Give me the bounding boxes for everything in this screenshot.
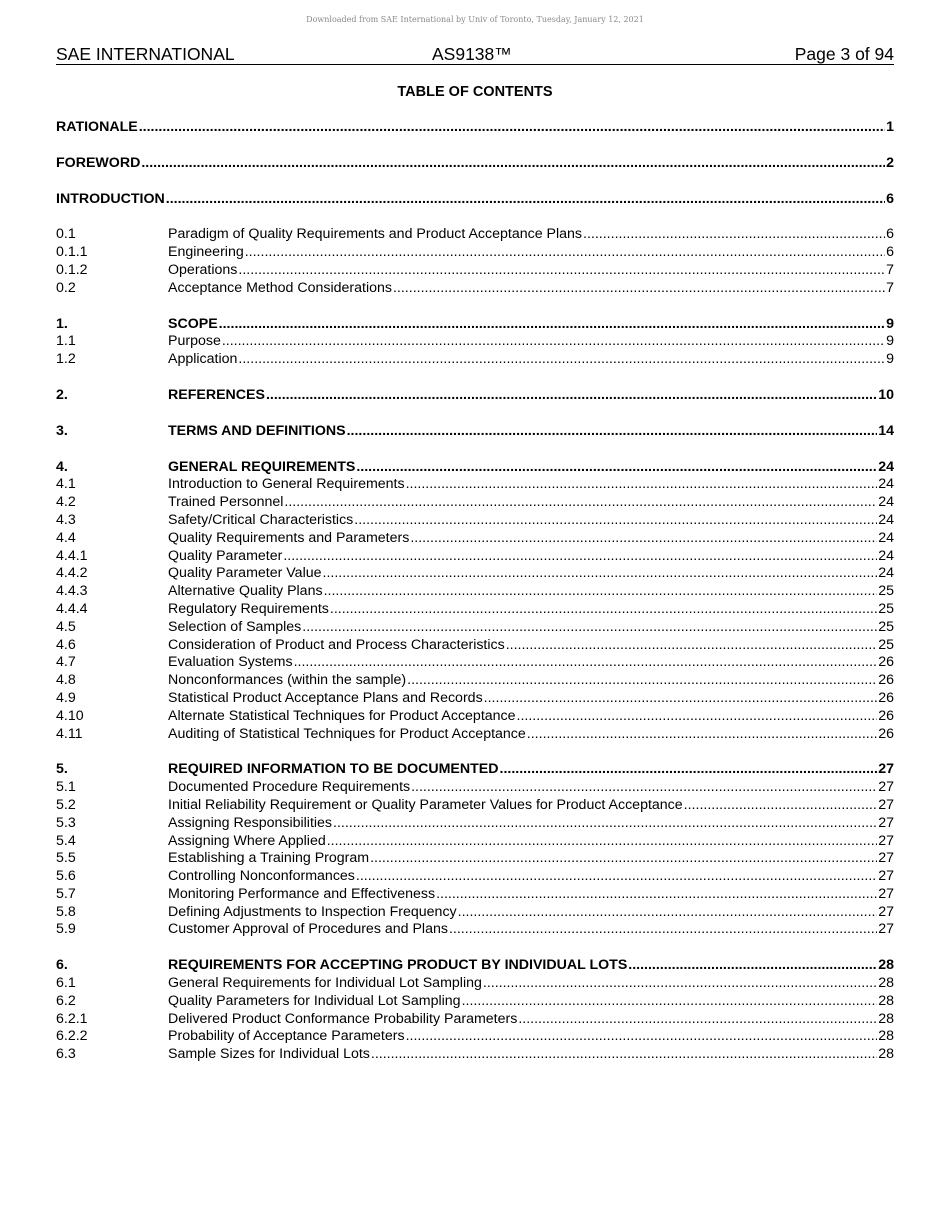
toc-entry-number: 4.10 [56,707,84,724]
toc-entry-page: 28 [878,1046,894,1063]
toc-entry[interactable] [56,262,894,280]
toc-dot-leader [406,476,878,494]
toc-entry-title: Alternate Statistical Techniques for Product Acceptance [168,707,516,724]
toc-entry-title: Quality Parameters for Individual Lot Sampling [168,992,461,1009]
toc-group-spacer [56,208,894,226]
toc-dot-leader [410,530,877,548]
toc-entry-line [168,530,894,548]
toc-entry[interactable] [56,957,894,975]
toc-entry[interactable] [56,565,894,583]
toc-entry-page: 26 [878,689,894,706]
toc-dot-leader [449,921,877,939]
toc-entry[interactable] [56,280,894,298]
toc-entry-page: 2 [886,154,894,171]
toc-entry-title: FOREWORD [56,154,141,171]
toc-entry[interactable] [56,779,894,797]
toc-entry-page: 28 [878,957,894,974]
toc-entry-title: Initial Reliability Requirement or Quality Parameter Values for Product Acceptance [168,796,683,813]
table-of-contents [56,119,894,1064]
toc-entry-page: 25 [878,618,894,635]
toc-entry-line [168,494,894,512]
toc-entry-number: 4. [56,458,68,475]
toc-entry-line [168,904,894,922]
toc-entry-line [168,583,894,601]
toc-entry-page: 9 [886,333,894,350]
toc-entry-title: Monitoring Performance and Effectiveness [168,885,436,902]
header-organization: SAE INTERNATIONAL [56,44,235,64]
toc-dot-leader [371,1046,877,1064]
toc-dot-leader [330,601,877,619]
toc-entry-title: Nonconformances (within the sample) [168,672,407,689]
toc-dot-leader [583,226,885,244]
toc-dot-leader [517,708,878,726]
toc-entry-title: Paradigm of Quality Requirements and Product Acceptance Plans [168,226,583,243]
toc-entry-title: Selection of Samples [168,618,302,635]
toc-dot-leader [506,637,878,655]
toc-entry-title: Assigning Responsibilities [168,814,333,831]
toc-entry-title: Assigning Where Applied [168,832,326,849]
toc-entry-line [168,244,894,262]
toc-entry-line [168,351,894,369]
toc-entry[interactable] [56,459,894,477]
toc-entry-title: Purpose [168,333,221,350]
toc-entry-title: Introduction to General Requirements [168,476,405,493]
toc-entry[interactable] [56,601,894,619]
toc-entry-line [168,797,894,815]
toc-entry[interactable] [56,351,894,369]
toc-entry-title: Probability of Acceptance Parameters [168,1028,405,1045]
toc-entry-title: Sample Sizes for Individual Lots [168,1046,370,1063]
toc-dot-leader [284,494,877,512]
toc-entry-page: 7 [886,279,894,296]
toc-dot-leader [462,993,878,1011]
toc-entry-title: Operations [168,261,238,278]
toc-entry[interactable] [56,155,894,173]
toc-entry[interactable] [56,797,894,815]
toc-group-spacer [56,743,894,761]
toc-entry-line [168,226,894,244]
toc-entry-title: INTRODUCTION [56,190,165,207]
toc-entry[interactable] [56,423,894,441]
toc-entry-line [168,993,894,1011]
toc-entry-number: 4.4.2 [56,565,88,582]
toc-entry-line [168,262,894,280]
toc-entry-line [168,333,894,351]
toc-entry-title: Safety/Critical Characteristics [168,511,354,528]
toc-entry[interactable] [56,316,894,334]
toc-entry[interactable] [56,530,894,548]
toc-dot-leader [283,548,877,566]
toc-entry-number: 4.7 [56,654,76,671]
toc-entry-line [168,387,894,405]
toc-entry-number: 1.2 [56,351,76,368]
toc-entry[interactable] [56,815,894,833]
toc-dot-leader [294,654,878,672]
toc-entry-number: 4.1 [56,476,76,493]
toc-entry-line [168,423,894,441]
toc-entry-number: 4.3 [56,511,76,528]
toc-entry-line [168,850,894,868]
toc-dot-leader [356,459,877,477]
toc-entry-number: 6.2.2 [56,1028,88,1045]
toc-entry-number: 1. [56,315,68,332]
toc-dot-leader [166,191,885,209]
toc-entry-page: 28 [878,1010,894,1027]
toc-entry[interactable] [56,761,894,779]
toc-entry-page: 27 [878,761,894,778]
toc-entry-title: Quality Parameter Value [168,565,322,582]
toc-entry-page: 6 [886,190,894,207]
toc-group-spacer [56,298,894,316]
toc-entry[interactable] [56,904,894,922]
toc-entry-number: 5.4 [56,832,76,849]
toc-dot-leader [628,957,877,975]
toc-entry-title: GENERAL REQUIREMENTS [168,458,356,475]
toc-entry[interactable] [56,726,894,744]
toc-dot-leader [327,833,877,851]
toc-entry-number: 5.7 [56,885,76,902]
toc-entry-number: 4.6 [56,636,76,653]
toc-entry-line [168,601,894,619]
toc-entry[interactable] [56,637,894,655]
toc-entry-number: 4.4.4 [56,600,88,617]
toc-entry[interactable] [56,119,894,137]
toc-entry-title: Application [168,351,238,368]
toc-entry[interactable] [56,886,894,904]
toc-dot-leader [354,512,877,530]
toc-entry-line [168,476,894,494]
toc-entry-page: 9 [886,351,894,368]
toc-entry-page: 26 [878,672,894,689]
toc-entry-number: 5. [56,761,68,778]
toc-entry-page: 7 [886,261,894,278]
toc-entry-line [168,957,894,975]
toc-entry-number: 0.1 [56,226,76,243]
toc-entry-page: 28 [878,975,894,992]
toc-entry[interactable] [56,548,894,566]
toc-dot-leader [219,316,885,334]
toc-entry-page: 28 [878,992,894,1009]
toc-entry[interactable] [56,850,894,868]
toc-entry[interactable] [56,244,894,262]
toc-entry-number: 6.1 [56,975,76,992]
toc-entry-title: Evaluation Systems [168,654,293,671]
toc-entry-title: Quality Requirements and Parameters [168,529,410,546]
toc-entry-line [168,512,894,530]
toc-entry-number: 5.1 [56,779,76,796]
toc-entry-number: 5.9 [56,921,76,938]
toc-entry-page: 24 [878,565,894,582]
toc-entry-number: 5.5 [56,850,76,867]
toc-group-spacer [56,441,894,459]
toc-entry-number: 5.8 [56,903,76,920]
toc-entry[interactable] [56,476,894,494]
toc-entry[interactable] [56,1011,894,1029]
toc-group-spacer [56,939,894,957]
toc-entry-number: 5.2 [56,796,76,813]
toc-entry-page: 26 [878,654,894,671]
toc-entry-number: 4.4.3 [56,583,88,600]
toc-entry-title: TERMS AND DEFINITIONS [168,422,346,439]
toc-entry-number: 5.6 [56,868,76,885]
toc-entry-page: 1 [886,119,894,135]
toc-entry-number: 4.4.1 [56,547,88,564]
toc-entry-title: Quality Parameter [168,547,283,564]
toc-entry-title: Alternative Quality Plans [168,583,323,600]
toc-entry-number: 1.1 [56,333,76,350]
toc-entry[interactable] [56,1028,894,1046]
toc-entry-page: 27 [878,832,894,849]
toc-dot-leader [458,904,878,922]
toc-entry-line [168,779,894,797]
toc-entry-page: 6 [886,226,894,243]
toc-entry[interactable] [56,708,894,726]
toc-dot-leader [324,583,878,601]
toc-entry-line [168,726,894,744]
toc-entry-number: 5.3 [56,814,76,831]
toc-entry-number: 6.2 [56,992,76,1009]
toc-entry-page: 25 [878,636,894,653]
toc-dot-leader [527,726,877,744]
toc-entry-number: 4.8 [56,672,76,689]
toc-entry-page: 27 [878,885,894,902]
toc-entry-title: Documented Procedure Requirements [168,779,411,796]
toc-dot-leader [238,262,885,280]
toc-entry-line [168,1011,894,1029]
toc-entry-page: 25 [878,600,894,617]
toc-entry-number: 0.1.1 [56,244,88,261]
toc-dot-leader [393,280,885,298]
toc-entry-page: 25 [878,583,894,600]
toc-entry-title: REQUIRED INFORMATION TO BE DOCUMENTED [168,761,499,778]
toc-entry[interactable] [56,672,894,690]
toc-entry-line [168,1028,894,1046]
toc-entry[interactable] [56,333,894,351]
toc-entry-title: Acceptance Method Considerations [168,279,392,296]
toc-entry[interactable] [56,387,894,405]
toc-entry-line [168,548,894,566]
header-document-id: AS9138™ [432,44,512,64]
toc-entry-page: 26 [878,725,894,742]
toc-entry-number: 6.3 [56,1046,76,1063]
toc-dot-leader [407,672,877,690]
toc-entry-line [168,619,894,637]
toc-entry-number: 4.11 [56,725,83,742]
toc-entry-title: Establishing a Training Program [168,850,370,867]
toc-entry-line [168,815,894,833]
toc-entry-page: 27 [878,850,894,867]
toc-dot-leader [411,779,877,797]
toc-entry-title: REFERENCES [168,386,265,403]
toc-entry[interactable] [56,619,894,637]
toc-entry-number: 6.2.1 [56,1010,88,1027]
toc-dot-leader [302,619,877,637]
toc-entry-line [168,316,894,334]
toc-entry-page: 6 [886,244,894,261]
toc-entry-line [168,868,894,886]
toc-entry-title: Consideration of Product and Process Characteristics [168,636,505,653]
toc-entry-page: 27 [878,868,894,885]
toc-group-spacer [56,369,894,387]
toc-entry-page: 9 [886,315,894,332]
toc-entry-line [168,1046,894,1064]
toc-entry-number: 0.2 [56,279,76,296]
toc-entry-page: 28 [878,1028,894,1045]
toc-dot-leader [347,423,878,441]
toc-entry-page: 24 [878,476,894,493]
toc-dot-leader [436,886,877,904]
toc-entry-page: 27 [878,814,894,831]
toc-entry-title: Trained Personnel [168,494,284,511]
toc-entry-line [168,761,894,779]
toc-dot-leader [500,761,878,779]
toc-dot-leader [356,868,877,886]
toc-entry-number: 4.4 [56,529,76,546]
toc-entry-number: 2. [56,386,68,403]
toc-entry-title: Engineering [168,244,244,261]
toc-entry-line [168,833,894,851]
toc-entry-line [168,280,894,298]
toc-dot-leader [484,690,878,708]
toc-dot-leader [323,565,878,583]
toc-entry-title: Auditing of Statistical Techniques for Product Acceptance [168,725,526,742]
toc-entry-page: 10 [878,386,894,403]
toc-entry-page: 27 [878,903,894,920]
toc-entry-title: RATIONALE [56,119,138,135]
toc-entry[interactable] [56,512,894,530]
toc-dot-leader [266,387,877,405]
toc-entry-title: Customer Approval of Procedures and Plans [168,921,448,938]
toc-dot-leader [518,1011,877,1029]
toc-entry-line [168,672,894,690]
toc-entry-page: 26 [878,707,894,724]
toc-entry-line [168,637,894,655]
toc-entry-number: 4.9 [56,689,76,706]
toc-title: TABLE OF CONTENTS [397,84,553,100]
toc-entry[interactable] [56,868,894,886]
toc-dot-leader [222,333,885,351]
toc-entry[interactable] [56,494,894,512]
toc-dot-leader [333,815,877,833]
toc-entry-page: 24 [878,529,894,546]
page-header [56,44,894,65]
toc-entry-number: 3. [56,422,68,439]
toc-entry-title: REQUIREMENTS FOR ACCEPTING PRODUCT BY INDIVIDUAL LOTS [168,957,628,974]
toc-dot-leader [139,119,885,137]
toc-entry[interactable] [56,993,894,1011]
header-page-number: Page 3 of 94 [794,44,894,64]
toc-entry-title: SCOPE [168,315,218,332]
toc-entry-page: 24 [878,547,894,564]
toc-entry[interactable] [56,583,894,601]
toc-entry-title: Delivered Product Conformance Probability Parameters [168,1010,518,1027]
toc-entry-page: 24 [878,511,894,528]
toc-entry-line [56,119,894,137]
toc-entry-line [168,886,894,904]
toc-entry-title: Regulatory Requirements [168,600,329,617]
toc-entry-line [168,921,894,939]
toc-entry-page: 27 [878,779,894,796]
toc-entry-number: 4.5 [56,618,76,635]
toc-entry-line [56,191,894,209]
toc-dot-leader [141,155,885,173]
toc-dot-leader [684,797,878,815]
toc-entry-line [168,654,894,672]
toc-entry-page: 27 [878,921,894,938]
toc-dot-leader [483,975,877,993]
toc-dot-leader [406,1028,878,1046]
toc-entry-page: 14 [878,422,894,439]
download-watermark: Downloaded from SAE International by Univ of Toronto, Tuesday, January 12, 2021 [306,15,644,24]
toc-entry-line [168,690,894,708]
toc-entry[interactable] [56,654,894,672]
toc-entry-title: Controlling Nonconformances [168,868,355,885]
toc-dot-leader [245,244,885,262]
toc-entry-line [168,975,894,993]
toc-entry-title: Defining Adjustments to Inspection Frequency [168,903,457,920]
toc-entry-line [168,459,894,477]
toc-dot-leader [370,850,877,868]
toc-entry-number: 0.1.2 [56,261,88,278]
toc-entry-page: 24 [878,458,894,475]
toc-entry-line [168,708,894,726]
toc-entry[interactable] [56,975,894,993]
toc-dot-leader [238,351,885,369]
toc-entry[interactable] [56,921,894,939]
toc-entry[interactable] [56,226,894,244]
toc-entry[interactable] [56,833,894,851]
toc-entry[interactable] [56,191,894,209]
toc-entry-page: 24 [878,494,894,511]
toc-group-spacer [56,173,894,191]
toc-entry-line [56,155,894,173]
toc-entry-number: 6. [56,957,68,974]
toc-group-spacer [56,405,894,423]
toc-entry[interactable] [56,1046,894,1064]
toc-entry[interactable] [56,690,894,708]
toc-entry-line [168,565,894,583]
toc-entry-title: Statistical Product Acceptance Plans and Records [168,689,483,706]
toc-entry-title: General Requirements for Individual Lot Sampling [168,975,482,992]
toc-entry-number: 4.2 [56,494,76,511]
toc-entry-page: 27 [878,796,894,813]
toc-group-spacer [56,137,894,155]
